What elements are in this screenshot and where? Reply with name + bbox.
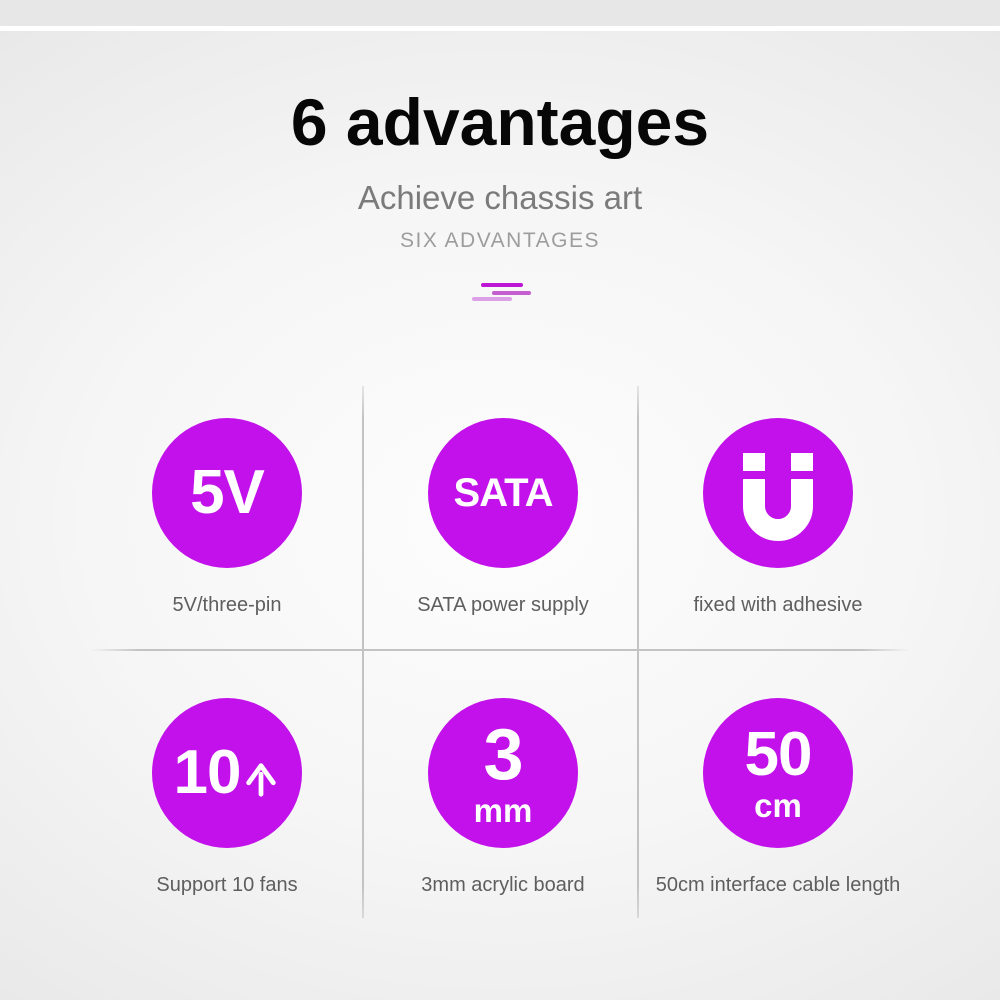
horizontal-divider [90, 649, 910, 651]
advantage-card-magnet [640, 418, 916, 617]
page-subtitle: Achieve chassis art [357, 179, 643, 216]
fans-badge-label: 10 [173, 738, 241, 807]
magnet-badge [703, 418, 853, 568]
magnet-icon [703, 418, 853, 568]
fans-caption: Support 10 fans [156, 874, 298, 896]
top-white-stripe [0, 26, 1000, 31]
acrylic-badge-label: 3 [483, 715, 523, 795]
ge-character-icon [242, 760, 280, 798]
cable-badge-label: 50 [744, 720, 812, 789]
sata-badge-label: SATA [453, 471, 553, 515]
fans-badge [152, 698, 302, 848]
advantage-card-cable [640, 698, 916, 897]
acrylic-badge [428, 698, 578, 848]
speed-line-icon [472, 297, 512, 301]
page-title: 6 advantages [290, 85, 710, 159]
sata-badge [428, 418, 578, 568]
speed-line-icon [481, 283, 523, 287]
advantage-card-power [89, 418, 365, 617]
speed-line-icon [492, 291, 531, 295]
power-badge-label: 5V [190, 458, 264, 527]
advantage-card-acrylic [365, 698, 641, 897]
power-caption: 5V/three-pin [172, 594, 282, 616]
cable-badge [703, 698, 853, 848]
power-badge [152, 418, 302, 568]
cable-badge-unit: cm [754, 787, 802, 824]
advantage-card-fans [89, 698, 365, 897]
magnet-caption: fixed with adhesive [693, 594, 863, 616]
sata-caption: SATA power supply [417, 594, 589, 616]
acrylic-badge-unit: mm [473, 792, 533, 829]
page-tagline: SIX ADVANTAGES [400, 229, 600, 252]
advantage-card-sata [365, 418, 641, 617]
cable-caption: 50cm interface cable length [655, 874, 901, 896]
top-band [0, 0, 1000, 26]
acrylic-caption: 3mm acrylic board [421, 874, 585, 896]
